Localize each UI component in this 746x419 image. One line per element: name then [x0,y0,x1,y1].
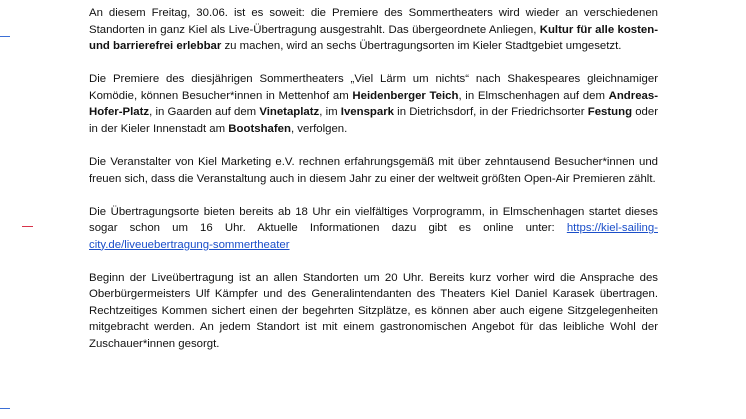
text-run: Die Premiere des diesjährigen Sommertheaters „Viel Lärm um nichts“ nach Shakespeares gleichnamiger Komödie, können Besucher*innen in Mettenhof am [89,73,658,102]
text-run: Die Übertragungsorte bieten bereits ab 18 Uhr ein vielfältiges Vorprogramm, in Elmschenhagen startet dieses sogar schon um 16 Uhr. Aktuelle Informationen dazu gibt es online unter: [89,205,658,235]
text-run: , verfolgen. [290,122,348,135]
bold-run: Festung [587,106,633,119]
body-text [89,5,658,369]
text-run: Die Veranstalter von Kiel Marketing e.V. rechnen erfahrungsgemäß mit über zehntausend Besucher*innen und freuen sich, dass die Veranstaltung auch in diesem Jahr zu einer der weltweit größten Open-Air Premieren zählt. [89,155,658,185]
paragraph-3 [89,154,658,187]
paragraph-2 [89,71,658,137]
text-run: , im [319,106,341,119]
text-run: Beginn der Liveübertragung ist an allen Standorten um 20 Uhr. Bereits kurz vorher wird die Ansprache des Oberbürgermeisters Ulf Kämpfer und des Generalintendanten des Theaters Kiel Daniel Karasek übertragen. Rechtzeitiges Kommen sichert einen der begehrten Sitzplätze, es können aber auch eigene Sitzgelegenheiten mitgebracht werden. An jedem Standort ist mit einem gastronomischen Angebot für das leibliche Wohl der Zuschauer*innen gesorgt. [89,271,658,351]
text-run: , in Gaarden auf dem [149,106,260,119]
bold-run: Bootshafen [228,122,291,135]
text-run: , in Elmschenhagen auf dem [458,89,609,102]
bold-run: Ivenspark [340,106,394,119]
paragraph-1 [89,5,658,55]
text-run: oder in der Kieler Innenstadt am [89,106,658,135]
bold-run: Vinetaplatz [259,106,320,119]
info-link[interactable]: https://kiel-sailing-city.de/liveuebertragung-sommertheater [89,222,658,251]
paragraph-4 [89,204,658,254]
text-run: An diesem Freitag, 30.06. ist es soweit: die Premiere des Sommertheaters wird wieder an verschiedenen Standorten in ganz Kiel als Live-Übertragung ausgestrahlt. Das übergeordnete Anliegen, [89,7,658,36]
text-run: zu machen, wird an sechs Übertragungsorten im Kieler Stadtgebiet umgesetzt. [221,40,622,53]
paragraph-5 [89,270,658,353]
bold-run: Andreas-Hofer-Platz [89,89,658,119]
bold-run: Heidenberger Teich [352,89,459,102]
margin-mark-blue-bottom [0,408,10,409]
margin-mark-red [22,226,33,227]
bold-run: Kultur für alle kosten- und barrierefrei erlebbar [89,23,659,53]
margin-mark-blue-top [0,36,10,37]
text-run: in Dietrichsdorf, in der Friedrichsorter [394,106,588,119]
